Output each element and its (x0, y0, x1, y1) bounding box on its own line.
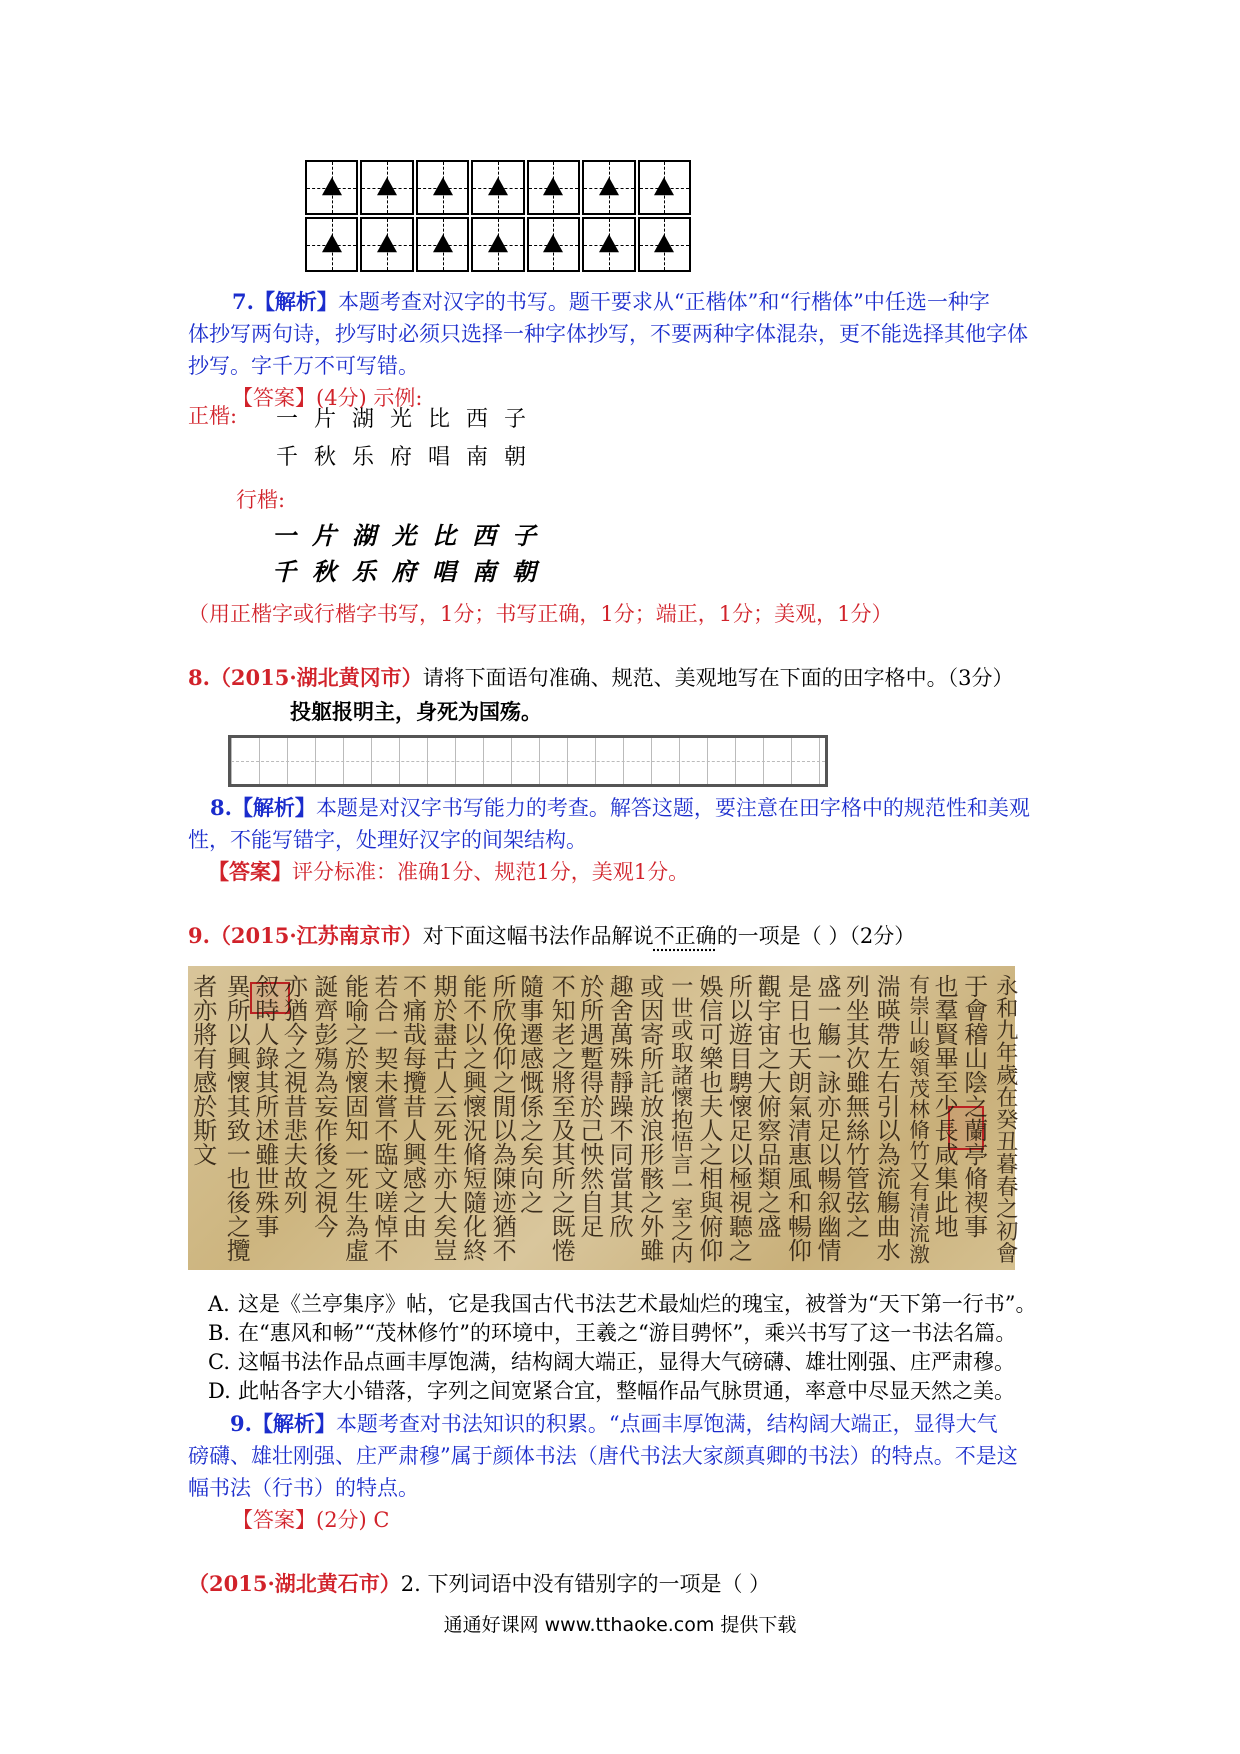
calligraphy-column: 列坐其次雖無絲竹管弦之 (841, 974, 870, 1238)
calligraphy-column: 湍暎帶左右引以為流觴曲水 (872, 974, 901, 1262)
xk-line1: 一片湖光比西子 (272, 522, 552, 550)
calligraphy-column: 觀宇宙之大俯察品類之盛 (752, 974, 781, 1238)
lantingxu-calligraphy-image (188, 966, 1019, 1270)
q8-sentence: 投躯报明主，身死为国殇。 (290, 699, 542, 724)
q9-answer: 【答案】(2分) C (232, 1508, 390, 1532)
calligraphy-column: 能喻之於懷固知一死生為虛 (340, 974, 369, 1262)
triangle-icon (654, 234, 674, 252)
grid-cell (582, 217, 635, 272)
calligraphy-column: 亦猶今之視昔悲夫故列 (279, 974, 308, 1214)
q8-analysis-line2: 性，不能写错字，处理好汉字的间架结构。 (188, 828, 587, 852)
q8-question: 8.（2015·湖北黄冈市）请将下面语句准确、规范、美观地写在下面的田字格中。（3分） (188, 665, 1014, 690)
triangle-icon (543, 177, 563, 195)
triangle-icon (322, 234, 342, 252)
calligraphy-column: 期於盡古人云死生亦大矣豈 (429, 974, 458, 1262)
q9-analysis-line2: 磅礴、雄壮刚强、庄严肃穆”属于颜体书法（唐代书法大家颜真卿的书法）的特点。不是这 (188, 1444, 1018, 1468)
calligraphy-column: 有崇山峻領茂林脩竹又有清流激 (905, 974, 930, 1264)
option-b: B. 在“惠风和畅”“茂林修竹”的环境中，王羲之“游目骋怀”，乘兴书写了这一书法名篇。 (208, 1321, 1017, 1345)
grid-cell (638, 160, 691, 215)
q9-analysis-line3: 幅书法（行书）的特点。 (188, 1476, 419, 1500)
q7-analysis-line3: 抄写。字千万不可写错。 (188, 354, 419, 378)
calligraphy-column: 不知老之將至及其所之既惓 (547, 974, 576, 1262)
calligraphy-column: 不痛哉每攬昔人興感之由 (398, 974, 427, 1238)
zk-line2: 千秋乐府唱南朝 (276, 445, 543, 470)
calligraphy-column: 娛信可樂也夫人之相與俯仰 (694, 974, 723, 1262)
triangle-icon (488, 177, 508, 195)
triangle-icon (377, 234, 397, 252)
triangle-icon (488, 234, 508, 252)
triangle-icon (433, 234, 453, 252)
q9-analysis-line1: 9.【解析】本题考查对书法知识的积累。“点画丰厚饱满，结构阔大端正，显得大气 (230, 1411, 998, 1436)
triangle-icon (543, 234, 563, 252)
calligraphy-column: 叙時人錄其所述雖世殊事 (250, 974, 279, 1238)
grid-cell (360, 217, 413, 272)
option-a: A. 这是《兰亭集序》帖，它是我国古代书法艺术最灿烂的瑰宝，被誉为“天下第一行书”。 (208, 1292, 1037, 1316)
grid-cell (471, 160, 524, 215)
calligraphy-column: 若合一契未嘗不臨文嗟悼不 (369, 974, 398, 1262)
grid-cell (360, 160, 413, 215)
grid-cell (527, 217, 580, 272)
calligraphy-column: 所以遊目騁懷足以極視聽之 (724, 974, 753, 1262)
calligraphy-column: 永和九年歲在癸丑暮春之初會 (992, 974, 1019, 1264)
zk-label: 正楷: (188, 404, 238, 428)
option-d: D. 此帖各字大小错落，字列之间宽紧合宜，整幅作品气脉贯通，率意中尽显天然之美。 (208, 1379, 1015, 1403)
q8-answer: 【答案】评分标准：准确1分、规范1分，美观1分。 (208, 859, 690, 884)
grid-cell (471, 217, 524, 272)
triangle-icon (433, 177, 453, 195)
q7-answer: 【答案】(4分) 示例: (232, 386, 423, 410)
grid-cell (416, 217, 469, 272)
calligraphy-column: 一世或取諸懷抱悟言一室之内 (667, 974, 694, 1264)
q7-analysis-line1: 7.【解析】本题考查对汉字的书写。题干要求从“正楷体”和“行楷体”中任选一种字 (232, 289, 990, 314)
calligraphy-column: 也羣賢畢至少長咸集此地 (930, 974, 959, 1238)
triangle-icon (322, 177, 342, 195)
calligraphy-column: 異所以興懷其致一也後之攬 (222, 974, 251, 1262)
q7-scoring: （用正楷字或行楷字书写，1分；书写正确，1分；端正，1分；美观，1分） (188, 602, 893, 626)
grid-cell (582, 160, 635, 215)
triangle-icon (599, 234, 619, 252)
calligraphy-column: 是日也天朗氣清惠風和暢仰 (783, 974, 812, 1262)
calligraphy-column: 於所遇蹔得於己怏然自足 (575, 974, 604, 1238)
page-footer: 通通好课网 www.tthaoke.com 提供下载 (443, 1614, 797, 1636)
q8-analysis-line1: 8.【解析】本题是对汉字书写能力的考查。解答这题，要注意在田字格中的规范性和美观 (210, 795, 1030, 820)
grid-cell (305, 160, 358, 215)
calligraphy-column: 于會稽山陰之蘭亭脩禊事 (959, 974, 988, 1238)
calligraphy-column: 隨事遷感慨係之矣向之 (515, 974, 544, 1214)
calligraphy-column: 能不以之興懷況脩短隨化終 (458, 974, 487, 1262)
grid-cell (416, 160, 469, 215)
calligraphy-column: 盛一觴一詠亦足以暢叙幽情 (813, 974, 842, 1262)
calligraphy-column: 或因寄所託放浪形骸之外雖 (635, 974, 664, 1262)
next-question: （2015·湖北黄石市）2. 下列词语中没有错别字的一项是（ ） (188, 1571, 771, 1596)
triangle-icon (654, 177, 674, 195)
tianzige-writing-box[interactable] (228, 735, 828, 787)
grid-cell (638, 217, 691, 272)
q9-question: 9.（2015·江苏南京市）对下面这幅书法作品解说不正确的一项是（ ）（2分） (188, 923, 916, 948)
grid-cell (527, 160, 580, 215)
calligraphy-column: 誕齊彭殤為妄作後之視今 (309, 974, 338, 1238)
grid-cell (305, 217, 358, 272)
triangle-grid (305, 160, 691, 272)
calligraphy-column: 所欣俛仰之閒以為陳迹猶不 (488, 974, 517, 1262)
xk-line2: 千秋乐府唱南朝 (272, 558, 552, 586)
xk-label: 行楷: (236, 488, 286, 512)
calligraphy-column: 者亦將有感於斯文 (188, 974, 217, 1166)
triangle-icon (599, 177, 619, 195)
triangle-icon (377, 177, 397, 195)
option-c: C. 这幅书法作品点画丰厚饱满，结构阔大端正，显得大气磅礴、雄壮刚强、庄严肃穆。 (208, 1350, 1015, 1374)
q7-analysis-line2: 体抄写两句诗，抄写时必须只选择一种字体抄写，不要两种字体混杂，更不能选择其他字体 (188, 322, 1028, 346)
calligraphy-column: 趣舍萬殊靜躁不同當其欣 (605, 974, 634, 1238)
zk-line1: 一片湖光比西子 (276, 407, 543, 432)
